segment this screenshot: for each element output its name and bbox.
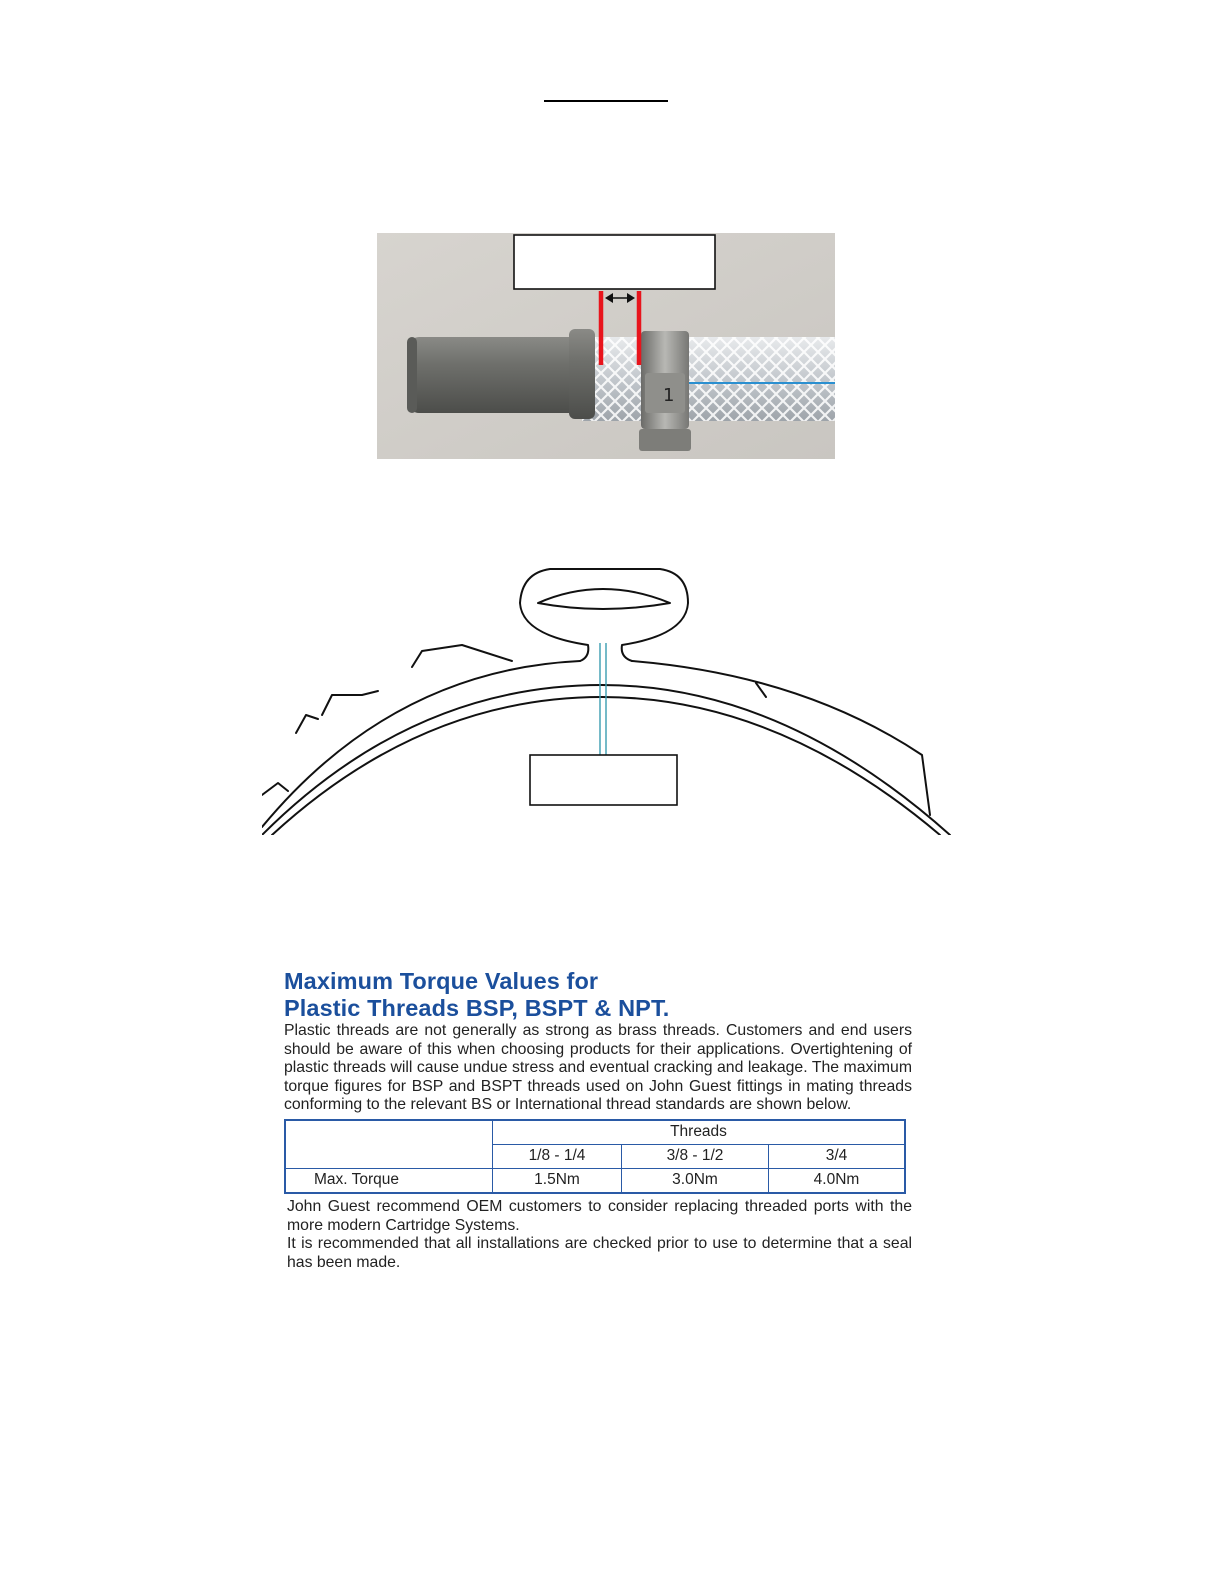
clamp-number: 1 [663,385,675,406]
torque-table [284,1119,906,1194]
torque-value: 4.0Nm [769,1168,906,1193]
torque-title-line2: Plastic Threads BSP, BSPT & NPT. [284,995,670,1021]
header-rule [544,100,668,102]
torque-note-2: It is recommended that all installations are checked prior to use to determine that a seal has been made. [287,1235,912,1271]
torque-intro: Plastic threads are not generally as strong as brass threads. Customers and end users should be aware of this when choosing products for their applications. Overtightening of plastic threads will cause undue stress and eventual cracking and leakage. The maximum torque figures for BSP and BSPT threads used on John Guest fittings in mating threads conforming to the relevant BS or International thread standards are shown below. [284,1022,912,1114]
column-header: 3/4 [769,1144,906,1168]
table-row [285,1120,905,1145]
torque-value: 1.5Nm [493,1168,622,1193]
fitting-photo [377,233,835,459]
column-header: 3/8 - 1/2 [622,1144,769,1168]
column-header: 1/8 - 1/4 [493,1144,622,1168]
clamp-diagram [262,565,952,835]
table-corner-cell [285,1120,493,1169]
torque-note-1: John Guest recommend OEM customers to consider replacing threaded ports with the more modern Cartridge Systems. [287,1197,912,1234]
row-label: Max. Torque [285,1168,493,1193]
table-row [285,1168,905,1193]
torque-title-line1: Maximum Torque Values for [284,968,599,994]
threads-header: Threads [493,1120,906,1145]
torque-value: 3.0Nm [622,1168,769,1193]
torque-section [284,968,912,1272]
